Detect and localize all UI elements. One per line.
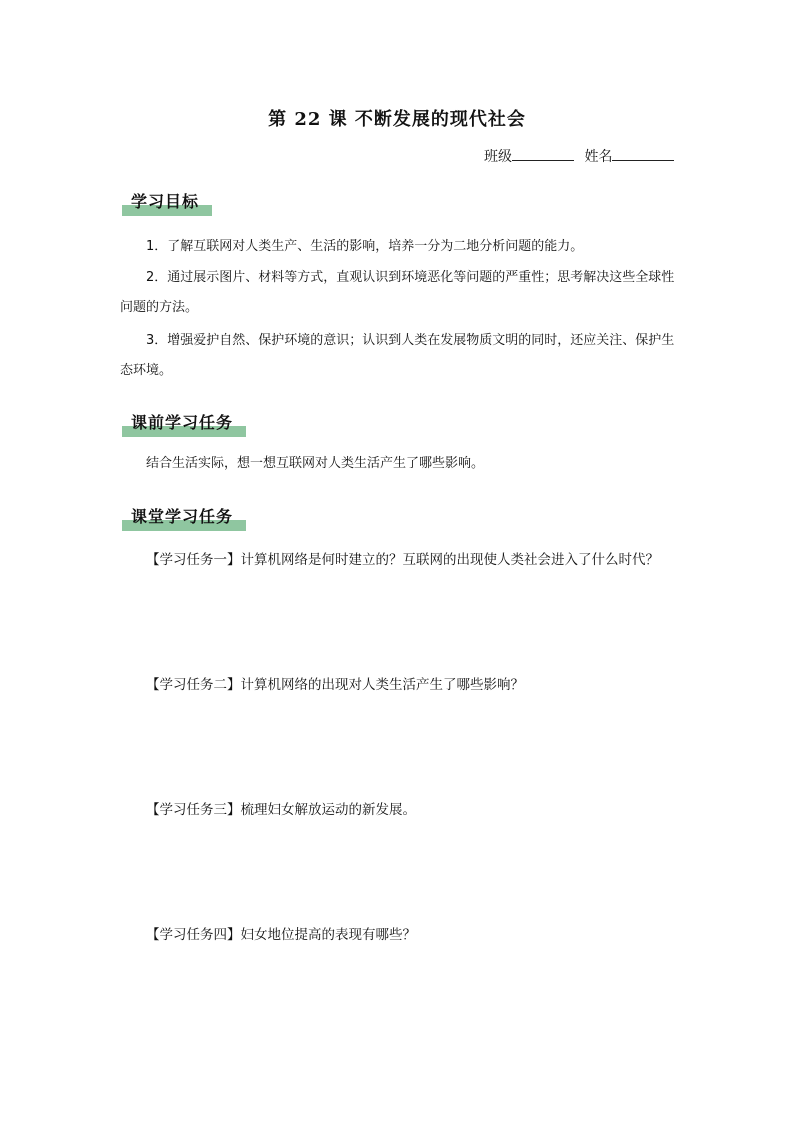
learning-task-4: 【学习任务四】妇女地位提高的表现有哪些？ — [146, 927, 416, 943]
learning-task-3: 【学习任务三】梳理妇女解放运动的新发展。 — [146, 802, 416, 818]
name-label: 姓名 — [584, 149, 613, 165]
pre-class-task-text: 结合生活实际，想一想互联网对人类生活产生了哪些影响。 — [146, 456, 485, 471]
student-info-line — [484, 146, 674, 166]
section-heading-pre-class — [122, 411, 233, 437]
objective-item: 1．了解互联网对人类生产、生活的影响，培养一分为二地分析问题的能力。 — [146, 239, 584, 254]
objective-item: 2．通过展示图片、材料等方式，直观认识到环境恶化等问题的严重性；思考解决这些全球性问题的方法。 — [120, 270, 675, 315]
section-heading-text: 课堂学习任务 — [131, 507, 234, 526]
section-heading-in-class — [122, 505, 233, 531]
lesson-title: 第 22 课 不断发展的现代社会 — [268, 109, 526, 130]
learning-task-1: 【学习任务一】计算机网络是何时建立的？互联网的出现使人类社会进入了什么时代？ — [146, 552, 659, 568]
class-blank-field[interactable] — [512, 146, 574, 161]
section-heading-objectives — [122, 190, 199, 216]
section-heading-text: 学习目标 — [131, 192, 200, 211]
learning-task-2: 【学习任务二】计算机网络的出现对人类生活产生了哪些影响？ — [146, 677, 524, 693]
class-label: 班级 — [484, 149, 512, 165]
section-heading-text: 课前学习任务 — [131, 413, 234, 432]
name-blank-field[interactable] — [612, 146, 674, 161]
objective-item: 3．增强爱护自然、保护环境的意识；认识到人类在发展物质文明的同时，还应关注、保护生态环境。 — [120, 333, 675, 378]
